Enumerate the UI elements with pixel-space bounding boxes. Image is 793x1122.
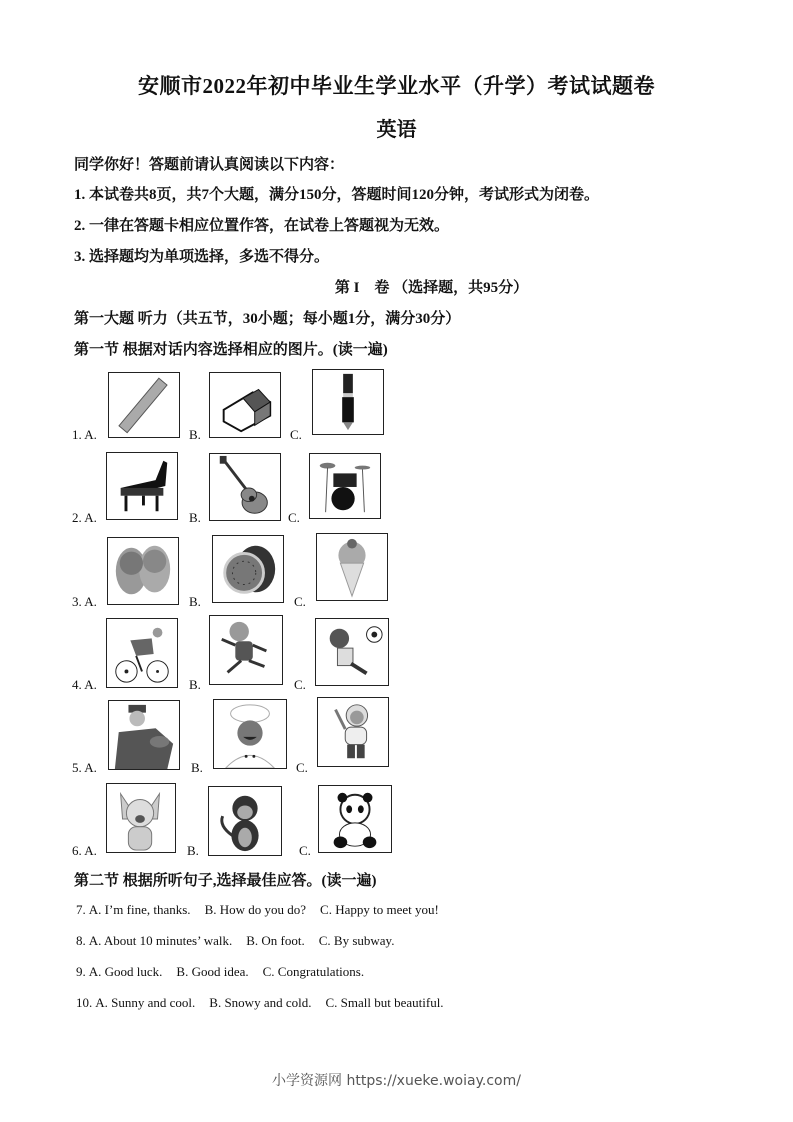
section1-heading: 第一节 根据对话内容选择相应的图片。(读一遍) [74,342,388,358]
ruler-image [108,372,180,438]
ice-cream-image [316,533,388,601]
q5-c-label: C. [296,760,308,775]
astronaut-image [317,697,389,767]
question-number: 7. [76,902,86,917]
q4-c-label: C. [294,677,306,692]
section2-heading: 第二节 根据所听句子,选择最佳应答。(读一遍) [74,873,377,889]
option-a: A. I’m fine, thanks. [88,902,191,917]
q5-b-label: B. [191,760,203,775]
q1-b-label: B. [189,427,201,442]
guitar-image [209,453,281,521]
q5-label: 5. A. [72,760,97,775]
question-10 [76,995,458,1011]
q4-b-label: B. [189,677,201,692]
q1-label: 1. A. [72,427,97,442]
exam-subject: 英语 [376,119,417,141]
eraser-image [209,372,281,438]
option-b: B. On foot. [246,933,305,948]
q2-b-label: B. [189,510,201,525]
running-boy-image [209,615,283,685]
q6-label: 6. A. [72,843,97,858]
q2-label: 2. A. [72,510,97,525]
instruction-1: 1. 本试卷共8页，共7个大题，满分150分，答题时间120分钟，考试形式为闭卷。 [74,187,600,203]
watermark-footer: 小学资源网 https://xueke.woiay.com/ [272,1073,521,1089]
question-number: 10. [76,995,93,1010]
q4-label: 4. A. [72,677,97,692]
cook-image [213,699,287,769]
monkey-image [208,786,282,856]
mooncakes-image [107,537,179,605]
part1-heading: 第一大题 听力（共五节，30小题；每小题1分，满分30分） [74,311,461,327]
cyclist-image [106,618,178,688]
option-c: C. Congratulations. [262,964,365,979]
option-c: C. By subway. [318,933,395,948]
option-a: A. About 10 minutes’ walk. [88,933,233,948]
instruction-2: 2. 一律在答题卡相应位置作答，在试卷上答题视为无效。 [74,218,450,234]
question-number: 8. [76,933,86,948]
option-b: B. How do you do? [204,902,307,917]
q3-c-label: C. [294,594,306,609]
panda-image [318,785,392,853]
instruction-3: 3. 选择题均为单项选择，多选不得分。 [74,249,330,265]
q3-b-label: B. [189,594,201,609]
option-a: A. Sunny and cool. [95,995,196,1010]
doctor-image [108,700,180,770]
question-9 [76,964,378,980]
q2-c-label: C. [288,510,300,525]
option-c: C. Small but beautiful. [325,995,444,1010]
option-c: C. Happy to meet you! [320,902,439,917]
drums-image [309,453,381,519]
question-number: 9. [76,964,86,979]
instructions-greeting: 同学你好！答题前请认真阅读以下内容： [74,157,345,173]
cat-image [106,783,176,853]
q3-label: 3. A. [72,594,97,609]
q1-c-label: C. [290,427,302,442]
question-8 [76,933,408,949]
question-7 [76,902,453,918]
q6-c-label: C. [299,843,311,858]
option-a: A. Good luck. [88,964,163,979]
volume-heading: 第 I 卷 （选择题，共95分） [334,280,529,296]
football-boy-image [315,618,389,686]
piano-image [106,452,178,520]
watermelon-image [212,535,284,603]
pen-image [312,369,384,435]
exam-title: 安顺市2022年初中毕业生学业水平（升学）考试试题卷 [138,74,655,98]
option-b: B. Snowy and cold. [209,995,312,1010]
q6-b-label: B. [187,843,199,858]
option-b: B. Good idea. [176,964,249,979]
